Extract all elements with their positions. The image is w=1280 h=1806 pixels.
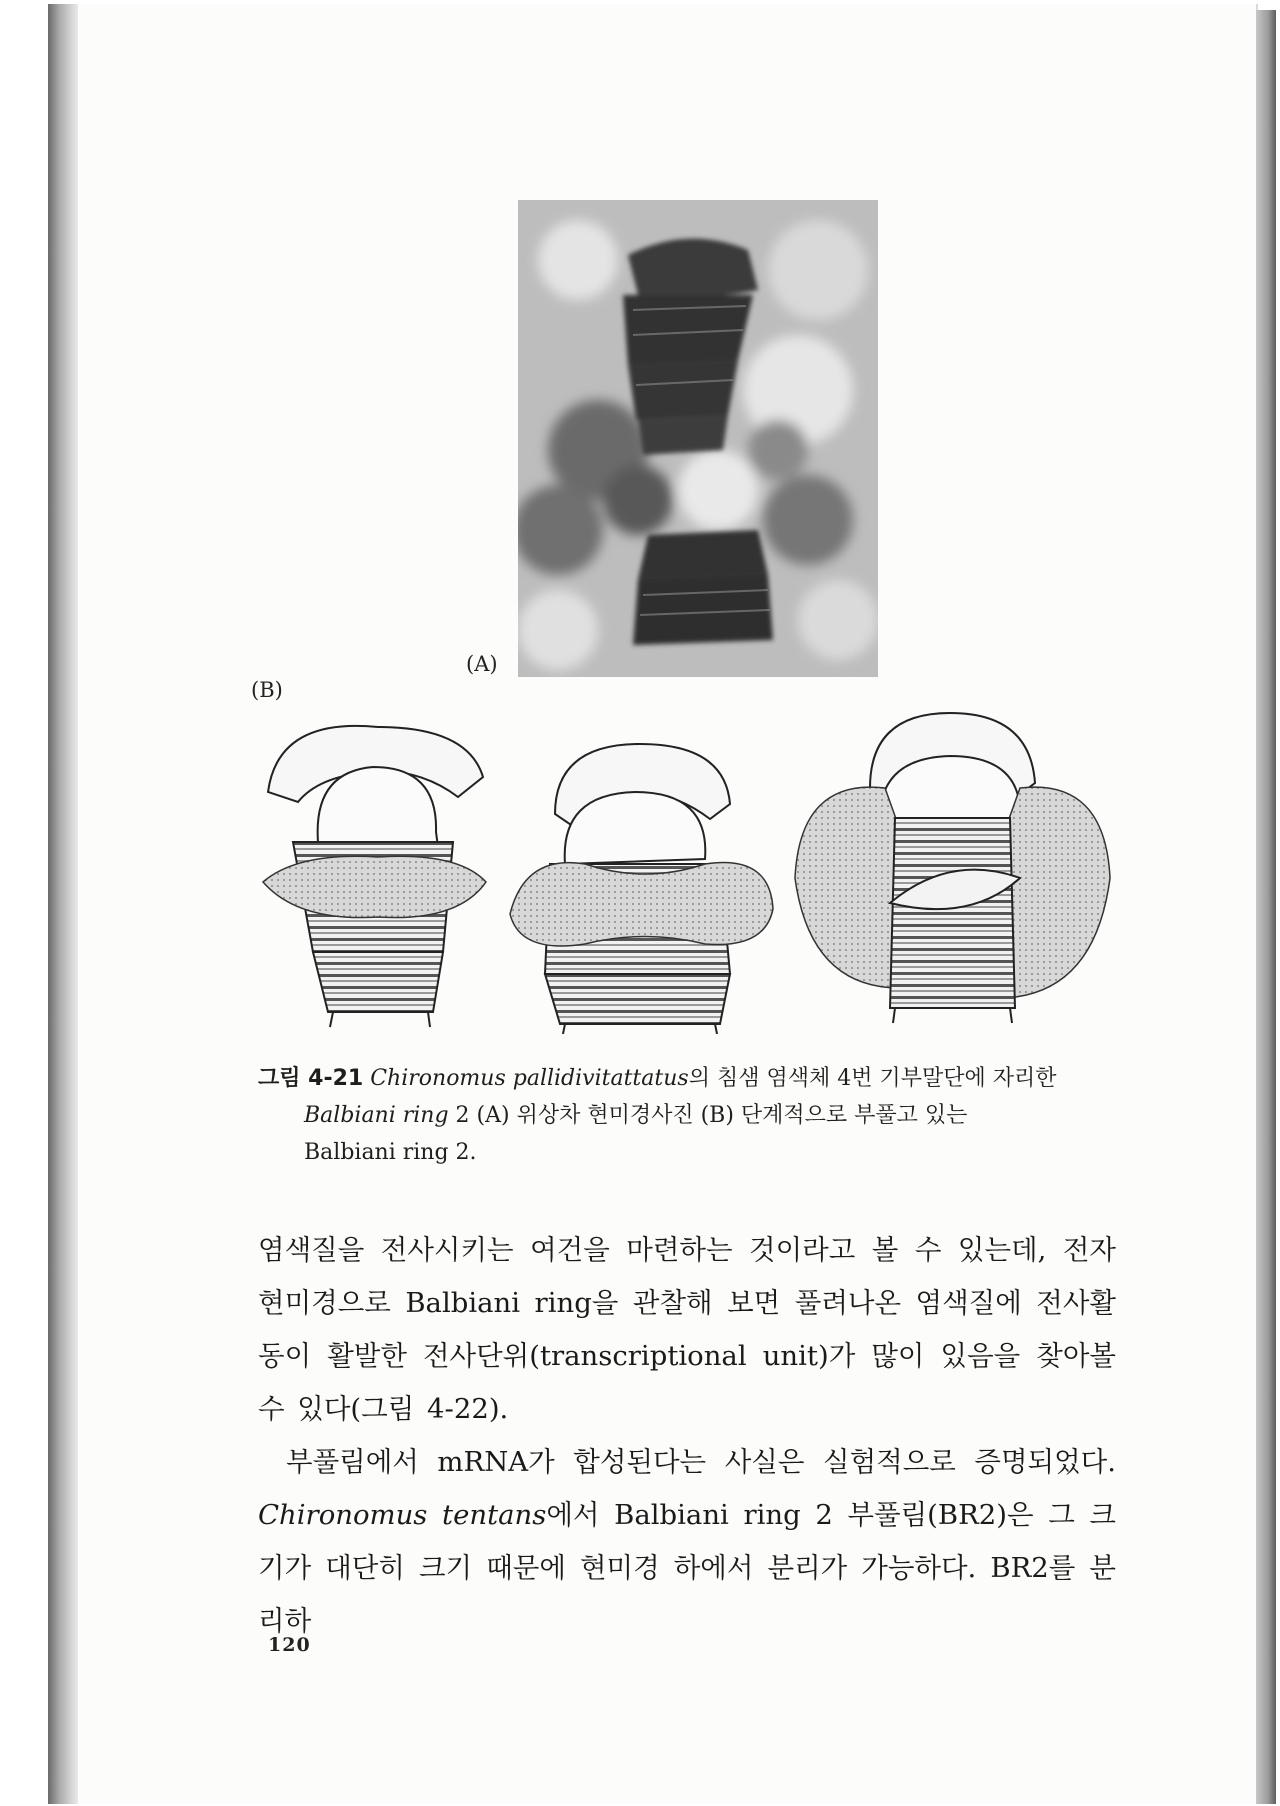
paragraph-2 [258,1436,1116,1648]
drawing-stage-1 [258,722,490,1032]
paragraph-2-part-2: 에서 Balbiani ring 2 부풀림(BR2)은 그 크기가 대단히 크기 때문에 현미경 하에서 분리가 가능하다. BR2를 분리하 [258,1499,1116,1637]
panel-a-label: (A) [466,652,498,676]
figure-number: 그림 4-21 [258,1066,364,1091]
panel-b-label: (B) [251,678,283,702]
caption-line1-text: 의 침샘 염색체 4번 기부말단에 자리한 [688,1066,1057,1091]
book-page-stack-left [48,4,80,1804]
caption-line3: Balbiani ring 2. [304,1140,477,1165]
micrograph-panel-a [518,200,878,677]
caption-species: Chironomus pallidivitattatus [370,1066,689,1091]
page-number: 120 [268,1634,311,1656]
book-page-edge-right [1256,10,1276,1804]
caption-line2-text: 2 (A) 위상차 현미경사진 (B) 단계적으로 부풀고 있는 [448,1103,968,1128]
caption-line2-italic: Balbiani ring [304,1103,449,1128]
figure-caption [258,1060,1108,1171]
drawing-stage-3 [790,708,1115,1028]
drawing-stage-2 [505,734,777,1034]
paragraph-2-italic: Chironomus tentans [258,1499,547,1531]
body-text [258,1224,1116,1648]
caption-line2 [258,1097,1108,1134]
paragraph-2-part-1: 부풀림에서 mRNA가 합성된다는 사실은 실험적으로 증명되었다. [286,1446,1116,1478]
paragraph-1: 염색질을 전사시키는 여건을 마련하는 것이라고 볼 수 있는데, 전자 현미경으로 Balbiani ring을 관찰해 보면 풀려나온 염색질에 전사활동이 활발한 전사단위(transcriptional unit)가 많이 있음을 찾아볼 수 있다(그림 4-22). [258,1234,1116,1425]
